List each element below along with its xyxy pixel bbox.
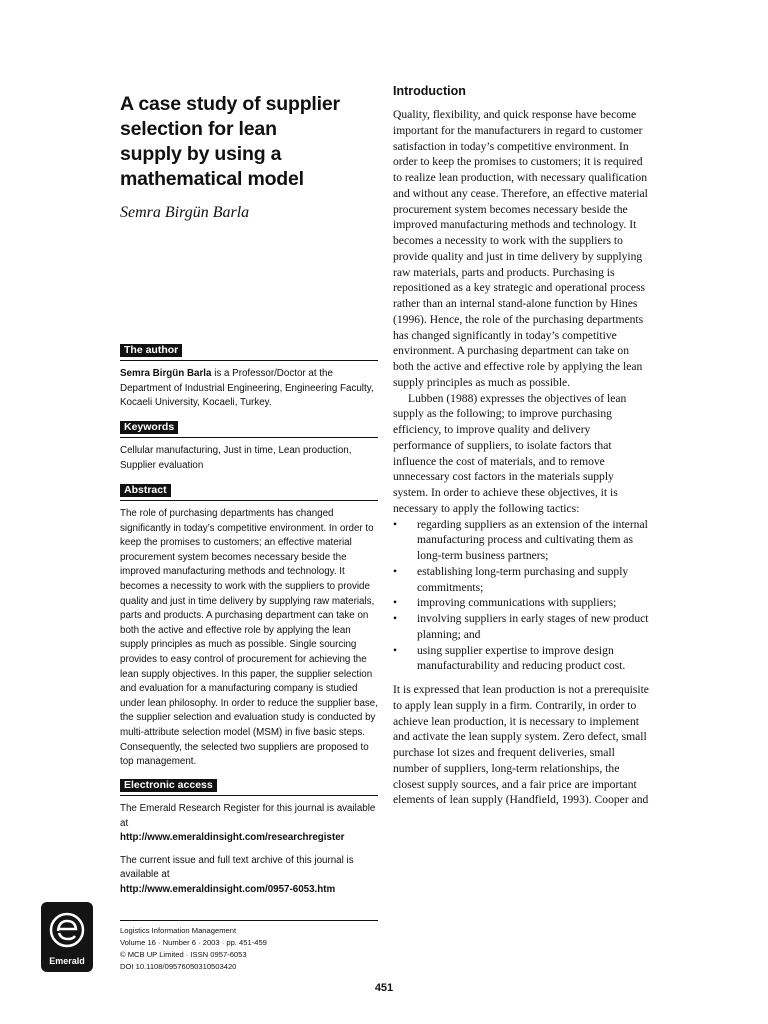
page-number: 451 <box>374 982 394 994</box>
tactics-list <box>393 517 650 675</box>
abstract-text: The role of purchasing departments has changed significantly in today’s competitive environment. In order to keep the promises to customers; an effective material procurement system becomes necessary beside the improved manufacturing methods and technology. It becomes a necessity to work with the suppliers to provide quality and just in time delivery by supplying raw materials, parts and products. A purchasing department can take on both the active and effective role by applying the lean supply principles as much as possible. Single sourcing provides to easy control of procurement for achieving the lean supply objectives. In this paper, the supplier selection and evaluation for a manufacturing company is studied under lean philosophy. In order to reduce the supplier base, the supplier selection and evaluation study is conducted by multi-attribute selection model (MSM) in five basic steps. Consequently, the selected two suppliers are proposed to top management. <box>120 508 378 768</box>
keywords-section <box>120 417 378 473</box>
list-item <box>393 611 650 643</box>
abstract-section <box>120 480 378 770</box>
research-register-link[interactable]: http://www.emeraldinsight.com/researchregister <box>120 832 345 844</box>
left-column <box>120 92 378 895</box>
journal-archive-text: The current issue and full text archive of this journal is available at <box>120 854 354 881</box>
author-byline: Semra Birgün Barla <box>120 204 250 221</box>
journal-doi: DOI 10.1108/09576050310503420 <box>120 962 237 971</box>
paper-title <box>120 92 378 192</box>
bullet: • <box>393 643 398 657</box>
section-heading: Electronic access <box>120 779 217 792</box>
section-heading: Abstract <box>120 484 171 497</box>
title-line: selection for lean <box>120 118 277 140</box>
emerald-logo-text: Emerald <box>49 956 85 966</box>
journal-archive-link[interactable]: http://www.emeraldinsight.com/0957-6053.htm <box>120 883 336 895</box>
journal-name: Logistics Information Management <box>120 926 237 935</box>
list-item-text: involving suppliers in early stages of new product planning; and <box>417 612 649 641</box>
list-item-text: establishing long-term purchasing and supply commitments; <box>417 564 629 594</box>
the-author-section <box>120 340 378 411</box>
list-item <box>393 643 650 675</box>
intro-paragraph-3: It is expressed that lean production is not a prerequisite to apply lean supply in a firm. Contrarily, in order to achieve lean production, it is necessary to implement and activate the lean supply system. Zero defect, small purchase lot sizes and frequent deliveries, small number of suppliers, long-term relationships, the closest supply sources, and a fair price are important elements of lean supply (Handfield, 1993). Cooper and <box>393 683 649 807</box>
section-rule <box>120 437 378 438</box>
section-rule <box>120 795 378 796</box>
bullet: • <box>393 517 398 531</box>
introduction-heading: Introduction <box>393 84 466 98</box>
author-bio-name: Semra Birgün Barla <box>120 368 212 379</box>
bullet: • <box>393 612 398 625</box>
journal-footer <box>120 920 378 973</box>
intro-paragraph-1: Quality, flexibility, and quick response have become important for the manufacturers in regard to customer satisfaction in today’s competitive environment. In order to keep the promises to customers; it is required to realize lean production, with necessary qualification and without any cease. Therefore, an effective material procurement system becomes necessary beside the improved manufacturing methods and technology. It becomes a necessity to work with the suppliers to provide quality and just in time delivery by supplying raw materials, parts and products. Purchasing is repositioned as a key strategic and operational process rather than an internal stand-alone function by Hines (1996). Hence, the role of the purchasing departments has changed significantly in today’s competitive environment. A purchasing department can take on both the active and effective role by applying the lean supply principles as much as possible. <box>393 108 648 389</box>
author-bio-text: is a Professor/Doctor at the Department of Industrial Engineering, Engineering Faculty, Kocaeli University, Kocaeli, Turkey. <box>120 368 374 409</box>
title-line: A case study of supplier <box>120 93 340 115</box>
list-item-text: improving communications with suppliers; <box>417 596 617 610</box>
section-rule <box>120 500 378 501</box>
journal-volume: Volume 16 · Number 6 · 2003 · pp. 451-459 <box>120 938 267 947</box>
intro-paragraph-2: Lubben (1988) expresses the objectives of lean supply as the following; to improve purchasing efficiency, to improve quality and delivery performance of suppliers, to isolate factors that influence the cost of materials, and to remove unnecessary cost factors in the materials supply system. In order to achieve these objectives, it is necessary to apply the following tactics: <box>393 391 627 515</box>
author-bio <box>120 367 378 411</box>
list-item <box>393 517 650 564</box>
list-item <box>393 564 650 596</box>
right-column <box>393 84 650 808</box>
section-heading: Keywords <box>120 421 178 434</box>
research-register-text: The Emerald Research Register for this journal is available at <box>120 803 376 829</box>
section-heading: The author <box>120 344 182 357</box>
list-item-text: using supplier expertise to improve design manufacturability and reducing product cost. <box>417 643 626 673</box>
electronic-access-section <box>120 775 378 898</box>
list-item <box>393 595 650 611</box>
journal-publisher: © MCB UP Limited · ISSN 0957-6053 <box>120 950 247 959</box>
emerald-logo <box>41 902 93 972</box>
list-item-text: regarding suppliers as an extension of the internal manufacturing process and cultivating them as long-term business partners; <box>417 517 648 562</box>
paragraph-gap <box>393 674 650 682</box>
keywords-text: Cellular manufacturing, Just in time, Lean production, Supplier evaluation <box>120 445 352 471</box>
emerald-logo-icon <box>48 908 86 952</box>
section-rule <box>120 360 378 361</box>
bullet: • <box>393 564 398 578</box>
title-line: mathematical model <box>120 168 304 190</box>
bullet: • <box>393 596 398 610</box>
title-line: supply by using a <box>120 143 282 165</box>
